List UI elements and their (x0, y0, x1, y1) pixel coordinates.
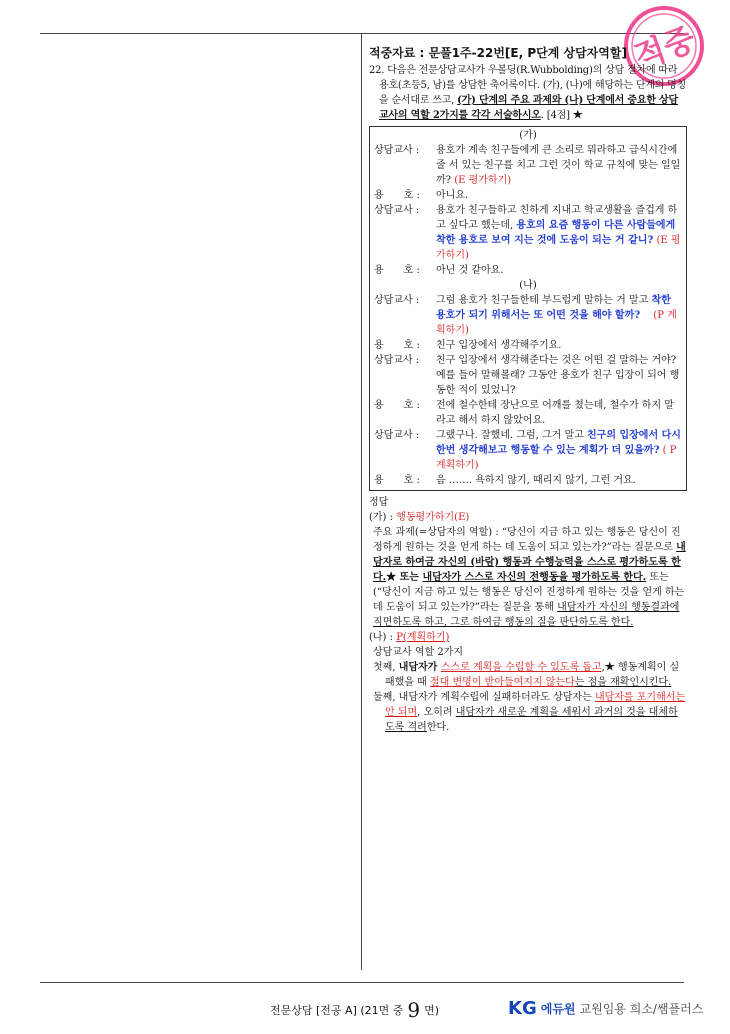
stamp-text: 적중 (629, 19, 701, 77)
utterance-red: (E 평가하기) (454, 175, 512, 186)
answer-ga-body (369, 525, 687, 630)
utterance-pre: 친구 입장에서 생각해주기요. (436, 340, 562, 351)
page-number: 9 (407, 998, 421, 1022)
section-label-na: (나) (519, 280, 537, 291)
transcript-turn (374, 143, 682, 188)
utterance-pre: 음 ……. 욕하지 않기, 때리지 않기, 그런 거요. (436, 475, 636, 486)
utterance-pre: 용호가 계속 친구들에게 큰 소리로 뭐라하고 급식시간에 줄 서 있는 친구를 치고 그런 것이 학교 규칙에 맞는 일일까? (436, 145, 681, 186)
answer-na (369, 630, 687, 645)
first-d: ,★ 행동계획이 실패했을 때 (385, 662, 680, 688)
second-b: 내담자를 포기해서는 안 되며 (385, 692, 686, 718)
first-a: 첫째, (373, 662, 399, 673)
utterance (436, 353, 682, 398)
utterance-blue: 용호의 요즘 행동이 다른 사람들에게 착한 용호로 보여 지는 것에 도움이 되는 거 같니? (436, 220, 676, 246)
ga-body-6: 내담자가 자신의 행동결과에 직면하도록 하고, 그로 하여금 행동의 질을 판단하도록 한다. (373, 602, 680, 628)
utterance (436, 203, 682, 263)
answer-na-label: (나) : (369, 632, 397, 643)
speaker-label: 용 호 : (374, 340, 420, 351)
second-e: 한다. (426, 722, 450, 733)
ga-body-1: 주요 과제(=상담자의 역할) : “당신이 지금 하고 있는 행동은 당신이 진정하게 원하는 것을 얻게 하는 데 도움이 되고 있는가?”라는 질문으로 (373, 527, 681, 553)
transcript-turn (374, 398, 682, 428)
utterance (436, 293, 682, 338)
first-e: 절대 변명이 받아들여지지 않는다 (430, 677, 575, 688)
question-text (369, 63, 687, 123)
bottom-rule (40, 982, 684, 983)
ga-body-3: ★ 또는 (386, 572, 423, 583)
utterance-pre: 그럼 용호가 친구들한테 부드럽게 말하는 거 말고 (436, 295, 652, 306)
ga-body-5: 또는 (“당신이 지금 하고 있는 행동은 당신이 진정하게 원하는 것을 얻게 하는 데 도움이 되고 있는가?”라는 질문을 통해 (373, 572, 685, 613)
answer-ga-value: 행동평가하기(E) (396, 512, 470, 523)
page-title: 적중자료 : 문풀1주-22번[E, P단계 상담자역할] (369, 46, 627, 60)
second-c: , 오히려 (417, 707, 456, 718)
question-column (369, 46, 687, 735)
role-heading: 상담교사 역할 2가지 (373, 647, 463, 658)
utterance-pre: 아니요. (436, 190, 469, 201)
first-b: 내담자가 (398, 662, 441, 673)
page-footer (270, 998, 439, 1022)
second-a: 둘째, 내담자가 계획수립에 실패하더라도 상담자는 (373, 692, 595, 703)
speaker-label: 용 호 : (374, 400, 420, 411)
transcript-turn (374, 188, 682, 203)
top-rule (40, 33, 684, 34)
utterance-blue: 착한 용호가 되기 위해서는 또 어떤 것을 해야 할까? (436, 295, 671, 321)
section-label-ga: (가) (519, 130, 537, 141)
speaker-label: 상담교사 : (374, 295, 420, 306)
speaker-label: 상담교사 : (374, 430, 420, 441)
utterance-blue: 친구의 입장에서 다시 한번 생각해보고 행동할 수 있는 계획가 더 있을까? (436, 430, 681, 456)
answer-heading: 정답 (369, 497, 389, 508)
footer-text-before: 전문상담 [전공 A] (21면 중 (270, 1004, 404, 1017)
transcript-turn (374, 293, 682, 338)
utterance-pre: 용호가 친구들하고 친하게 지내고 학교생활을 즐겁게 하고 싶다고 했는데, (436, 205, 678, 231)
speaker-label: 용 호 : (374, 475, 420, 486)
utterance-pre: 그랬구나. 잘했네. 그럼, 그거 말고 (436, 430, 588, 441)
speaker-label: 용 호 : (374, 265, 420, 276)
utterance (436, 188, 682, 203)
answer-ga-label: (가) : (369, 512, 397, 523)
answer-section (369, 495, 687, 735)
speaker-label: 상담교사 : (374, 205, 420, 216)
first-c: 스스로 계획을 수립할 수 있도록 돕고 (440, 662, 602, 673)
transcript-turn (374, 338, 682, 353)
question-part1: 22. 다음은 전문상담교사가 우볼딩(R.Wubbolding)의 상담 절차에 따라 용호(초등5, 남)를 상담한 축어록이다. (가), (나)에 해당하는 단계의 명칭을 순서대로 쓰고, (369, 65, 687, 106)
transcript-turn (374, 263, 682, 278)
utterance-red: ( P 계획하기) (436, 445, 677, 471)
utterance (436, 263, 682, 278)
ga-body-2: 내담자로 하여금 자신의 (바람) 행동과 수행능력을 스스로 평가하도록 한다. (373, 542, 686, 583)
second-d: 내담자가 새로운 계획을 세워서 과거의 것을 대체하도록 격려 (385, 707, 678, 733)
utterance (436, 398, 682, 428)
utterance-red: (P 계획하기) (436, 310, 677, 336)
logo-edu: 에듀원 (540, 1002, 576, 1016)
utterance-red: (E 평가하기) (436, 235, 681, 261)
role-second (369, 690, 687, 735)
first-f: 는 점을 재확인시킨다. (574, 677, 672, 688)
transcript-turn (374, 473, 682, 488)
footer-text-after: 면) (424, 1004, 440, 1017)
ga-body-4: 내담자가 스스로 자신의 전행동을 평가하도록 한다. (422, 572, 647, 583)
transcript-turn (374, 428, 682, 473)
question-points: . [4점] ★ (540, 110, 583, 121)
role-first (369, 660, 687, 690)
utterance (436, 428, 682, 473)
speaker-label: 상담교사 : (374, 355, 420, 366)
utterance-post (640, 310, 653, 321)
utterance-pre: 친구 입장에서 생각해준다는 것은 어떤 걸 말하는 거야? 예를 들어 말해볼래? 그동안 용호가 친구 입장이 되어 행동한 적이 있었니? (436, 355, 680, 396)
answer-ga (369, 510, 687, 525)
utterance (436, 338, 682, 353)
utterance-pre: 아닌 것 같아요. (436, 265, 504, 276)
publisher-logo (508, 998, 703, 1019)
column-divider (361, 33, 362, 970)
logo-rest: 교원임용 희소/쌤플러스 (579, 1002, 704, 1016)
speaker-label: 용 호 : (374, 190, 420, 201)
utterance-pre: 전에 철수한테 장난으로 어깨를 쳤는데, 철수가 하지 말라고 해서 하지 않았어요. (436, 400, 674, 426)
answer-na-value: P(계획하기) (396, 632, 450, 643)
transcript-turn (374, 353, 682, 398)
logo-kg: KG (508, 998, 537, 1019)
utterance (436, 473, 682, 488)
transcript-turn (374, 203, 682, 263)
question-task: (가) 단계의 주요 과제와 (나) 단계에서 중요한 상담교사의 역할 2가지를 각각 서술하시오 (379, 95, 678, 121)
transcript-box (369, 126, 687, 491)
speaker-label: 상담교사 : (374, 145, 420, 156)
utterance (436, 143, 682, 188)
